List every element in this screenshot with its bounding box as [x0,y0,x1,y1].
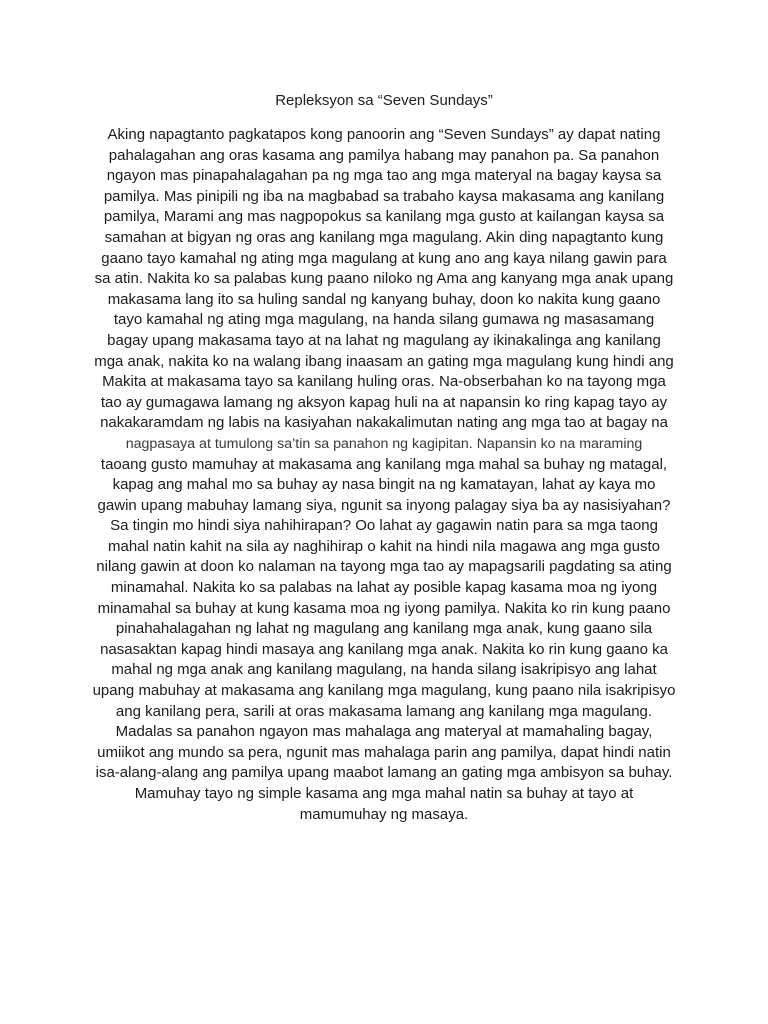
body-line: bagay upang makasama tayo at na lahat ng magulang ay ikinakalinga ang kanilang [107,331,661,349]
body-line: Sa tingin mo hindi siya nahihirapan? Oo lahat ay gagawin natin para sa mga taong [110,517,658,535]
body-line: pahalagahan ang oras kasama ang pamilya habang may panahon pa. Sa panahon [108,146,660,164]
body-line: nilang gawin at doon ko nalaman na tayong mga tao ay mapagsarili pagdating sa ating [96,558,672,576]
body-line: mahal ng mga anak ang kanilang magulang, na handa silang isakripisyo ang lahat [111,661,657,679]
body-line: nakakaramdam ng labis na kasiyahan nakakalimutan nating ang mga tao at bagay na [100,414,668,432]
document-body [60,125,708,825]
body-line: Aking napagtanto pagkatapos kong panoorin ang “Seven Sundays” ay dapat nating [107,126,661,143]
body-line: isa-alang-alang ang pamilya upang maabot lamang an gating mga ambisyon sa buhay. [95,764,673,782]
body-line: pinahahalagahan ng lahat ng magulang ang kanilang mga anak, kung gaano sila [115,620,653,638]
document-title: Repleksyon sa “Seven Sundays” [275,92,493,109]
body-line: mamumuhay ng masaya. [299,805,469,823]
body-line: ngayon mas pinapahalagahan pa ng mga tao ang mga materyal na bagay kaysa sa [106,167,662,185]
body-line: upang mabuhay at makasama ang kanilang mga magulang, kung paano nila isakripisyo [92,682,676,700]
body-line: gawin upang mabuhay lamang siya, ngunit sa inyong palagay siya ba ay nasisiyahan? [97,496,671,514]
body-line: makasama lang ito sa huling sandal ng kanyang buhay, doon ko nakita kung gaano [107,290,661,308]
body-line: tayo kamahal ng ating mga magulang, na handa silang gumawa ng masasamang [113,311,655,329]
body-line: kapag ang mahal mo sa buhay ay nasa bingit na ng kamatayan, lahat ay kaya mo [112,476,656,494]
body-line: sa atin. Nakita ko sa palabas kung paano niloko ng Ama ang kanyang mga anak upang [94,270,674,288]
body-line: gaano tayo kamahal ng ating mga magulang at kung ano ang kaya nilang gawin para [101,249,667,267]
body-line: Madalas sa panahon ngayon mas mahalaga ang materyal at mamahaling bagay, [115,723,653,741]
body-line: tao ay gumagawa lamang ng aksyon kapag huli na at napansin ko ring kapag tayo ay [100,393,668,411]
body-line: minamahal. Nakita ko sa palabas na lahat ay posible kapag kasama moa ng iyong [110,579,658,597]
body-line: samahan at bigyan ng oras ang kanilang mga magulang. Akin ding napagtanto kung [104,228,664,246]
body-line: mga anak, nakita ko na walang ibang inaasam an gating mga magulang kung hindi ang [94,352,674,370]
body-line: nasasaktan kapag hindi masaya ang kanilang mga anak. Nakita ko rin kung gaano ka [100,640,668,658]
body-line: mahal natin kahit na sila ay naghihirap o kahit na hindi nila magawa ang mga gusto [107,537,661,555]
body-line: pamilya. Mas pinipili ng iba na magbabad sa trabaho kaysa makasama ang kanilang [103,187,665,205]
body-line: pamilya, Marami ang mas nagpopokus sa kanilang mga gusto at kailangan kaysa sa [103,208,665,226]
body-line: Makita at makasama tayo sa kanilang huling oras. Na-obserbahan ko na tayong mga [102,373,666,391]
body-line: taoang gusto mamuhay at makasama ang kanilang mga mahal sa buhay ng matagal, [100,455,668,473]
body-line: Mamuhay tayo ng simple kasama ang mga mahal natin sa buhay at tayo at [134,785,634,802]
body-line: ang kanilang pera, sarili at oras makasama lamang ang kanilang mga magulang. [115,702,653,720]
body-line: minamahal sa buhay at kung kasama moa ng iyong pamilya. Nakita ko rin kung paano [97,599,671,617]
body-line: nagpasaya at tumulong sa’tin sa panahon ng kagipitan. Napansin ko na maraming [125,435,643,452]
body-line: umiikot ang mundo sa pera, ngunit mas mahalaga parin ang pamilya, dapat hindi natin [97,743,671,761]
